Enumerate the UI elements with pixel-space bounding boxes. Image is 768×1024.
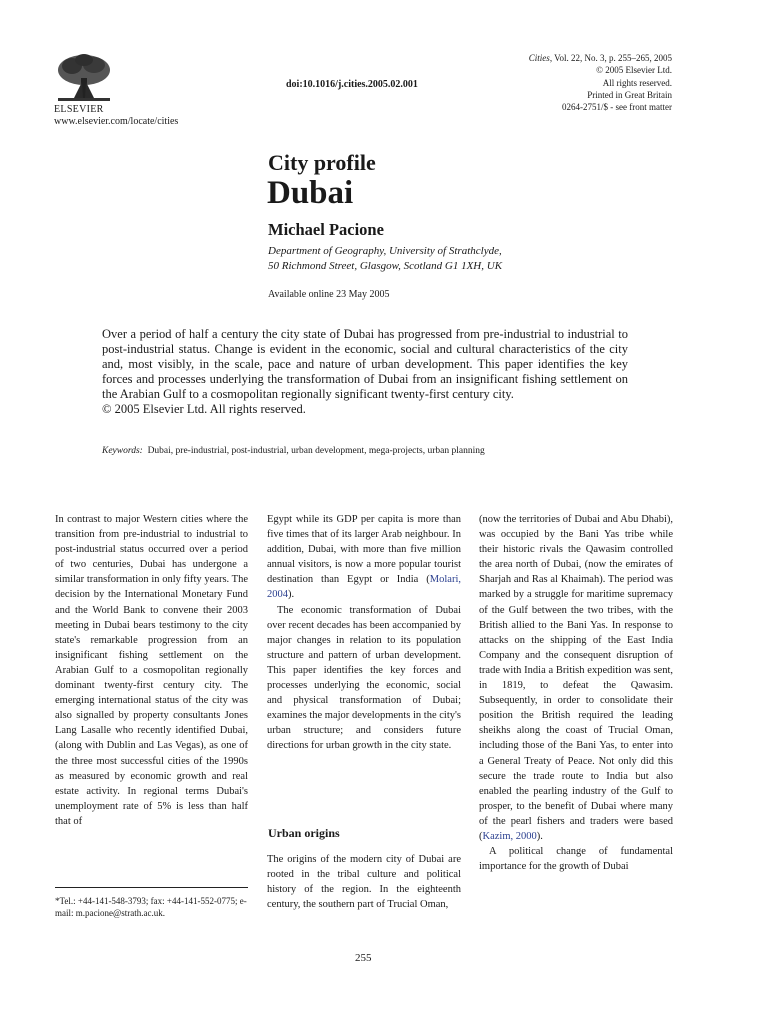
body-column-2-lower xyxy=(267,852,461,912)
body-column-2 xyxy=(267,512,461,754)
publisher-name: ELSEVIER xyxy=(54,104,104,115)
reference-link-molari[interactable]: Molari, 2004 xyxy=(267,574,461,601)
elsevier-tree-logo xyxy=(52,52,116,106)
col3-paragraph-1 xyxy=(479,512,673,844)
col2-p1-text: Egypt while its GDP per capita is more than five times that of its larger Arab neighbour. In addition, Dubai, with more than five million annual visitors, is now a more popular tourist destination than Egypt or India ( xyxy=(267,514,461,586)
author-footnote: *Tel.: +44-141-548-3793; fax: +44-141-552-0775; e-mail: m.pacione@strath.ac.uk. xyxy=(55,896,247,918)
col3-paragraph-2: A political change of fundamental importance for the growth of Dubai xyxy=(479,846,673,873)
col2-paragraph-2: The economic transformation of Dubai over recent decades has been accompanied by major changes in relation to its population structure and pattern of urban development. This paper identifies the key forces and processes underlying the economic, social and physical transformation of Dubai; examines the major developments in the city's urban structure; and considers future directions for urban growth in the city state. xyxy=(267,604,461,752)
publisher-url[interactable]: www.elsevier.com/locate/cities xyxy=(54,116,179,127)
col2-paragraph-1 xyxy=(267,512,461,603)
col1-paragraph: In contrast to major Western cities where the transition from pre-industrial to industrial to post-industrial status occurred over a period of two centuries, Dubai has undergone a similar transformation in only fifty years. The decision by the International Monetary Fund and the World Bank to convene their 2003 meeting in Dubai bears testimony to the city state's remarkable progression from an insignificant fishing settlement on the Arabian Gulf to a cosmopolitan regionally dominant twenty-first century city. The emerging international status of the city was also signalled by property consultants Jones Lang Lasalle who recently identified Dubai, (along with Dublin and Las Vegas), as one of the three most successful cities of the 1990s as measured by economic growth and real estate activity. In regional terms Dubai's unemployment rate of 5% is less than half that of xyxy=(55,514,248,827)
journal-printed: Printed in Great Britain xyxy=(587,89,672,100)
keywords-label: Keywords: xyxy=(102,446,143,456)
page-number: 255 xyxy=(355,952,372,964)
body-column-3 xyxy=(479,512,673,874)
article-title: Dubai xyxy=(267,175,354,211)
journal-issn: 0264-2751/$ - see front matter xyxy=(562,102,672,113)
journal-name: Cities xyxy=(528,53,550,63)
footnote-divider xyxy=(55,887,248,888)
keywords xyxy=(102,446,662,456)
reference-link-kazim[interactable]: Kazim, 2000 xyxy=(482,830,537,842)
col2-paragraph-3: The origins of the modern city of Dubai are rooted in the tribal culture and political history of the region. In the eighteenth century, the southern part of Trucial Oman, xyxy=(267,854,461,911)
journal-volume: , Vol. 22, No. 3, p. 255–265, 2005 xyxy=(549,53,672,63)
col3-p1-text: (now the territories of Dubai and Abu Dhabi), was occupied by the Bani Yas tribe while their historic rivals the Qawasim controlled the area north of Dubai, (now the emirates of Sharjah and Ras al Khaimah). The period was marked by a struggle for maritime supremacy of the Gulf between the two tribes, with the British allied to the Bani Yas. In response to attacks on the shipping of the East India Company and the consequent disruption of trade with India a British expedition was sent, in 1819, to defeat the Qawasim. Subsequently, in order to consolidate their position the British required the leading sheikhs along the coast of Trucial Oman, including those of the Bani Yas, to enter into a General Treaty of Peace. Not only did this secure the trade route to India but also enabled the pearling industry of the Gulf to prosper, to the benefit of Dubai where many of the pearl fishers and traders were based ( xyxy=(479,514,673,842)
journal-rights: All rights reserved. xyxy=(602,77,672,88)
body-column-1 xyxy=(55,512,248,829)
affiliation-line-2: 50 Richmond Street, Glasgow, Scotland G1 1XH, UK xyxy=(268,260,503,272)
col2-p1-end: ). xyxy=(288,589,295,601)
doi[interactable]: doi:10.1016/j.cities.2005.02.001 xyxy=(286,79,418,90)
available-online: Available online 23 May 2005 xyxy=(268,289,390,300)
affiliation-line-1: Department of Geography, University of Strathclyde, xyxy=(268,245,502,257)
abstract-text: Over a period of half a century the city state of Dubai has progressed from pre-industrial to industrial to post-industrial status. Change is evident in the economic, social and cultural characteristics of the city and, most visibly, in the scale, pace and nature of urban development. This paper identifies the key forces and processes underlying the transformation of Dubai from an insignificant fishing settlement on the Arabian Gulf to a cosmopolitan regionally significant twenty-first century city. xyxy=(102,327,628,401)
section-heading: Urban origins xyxy=(268,826,340,840)
journal-info xyxy=(529,52,672,113)
article-type: City profile xyxy=(268,150,376,175)
col3-p1-end: ). xyxy=(536,830,543,842)
author-name: Michael Pacione xyxy=(268,220,384,239)
abstract xyxy=(102,327,628,416)
journal-copyright: © 2005 Elsevier Ltd. xyxy=(596,65,672,76)
abstract-copyright: © 2005 Elsevier Ltd. All rights reserved. xyxy=(102,401,306,416)
author-affiliation xyxy=(268,244,502,274)
keywords-list: Dubai, pre-industrial, post-industrial, urban development, mega-projects, urban planning xyxy=(147,446,485,456)
